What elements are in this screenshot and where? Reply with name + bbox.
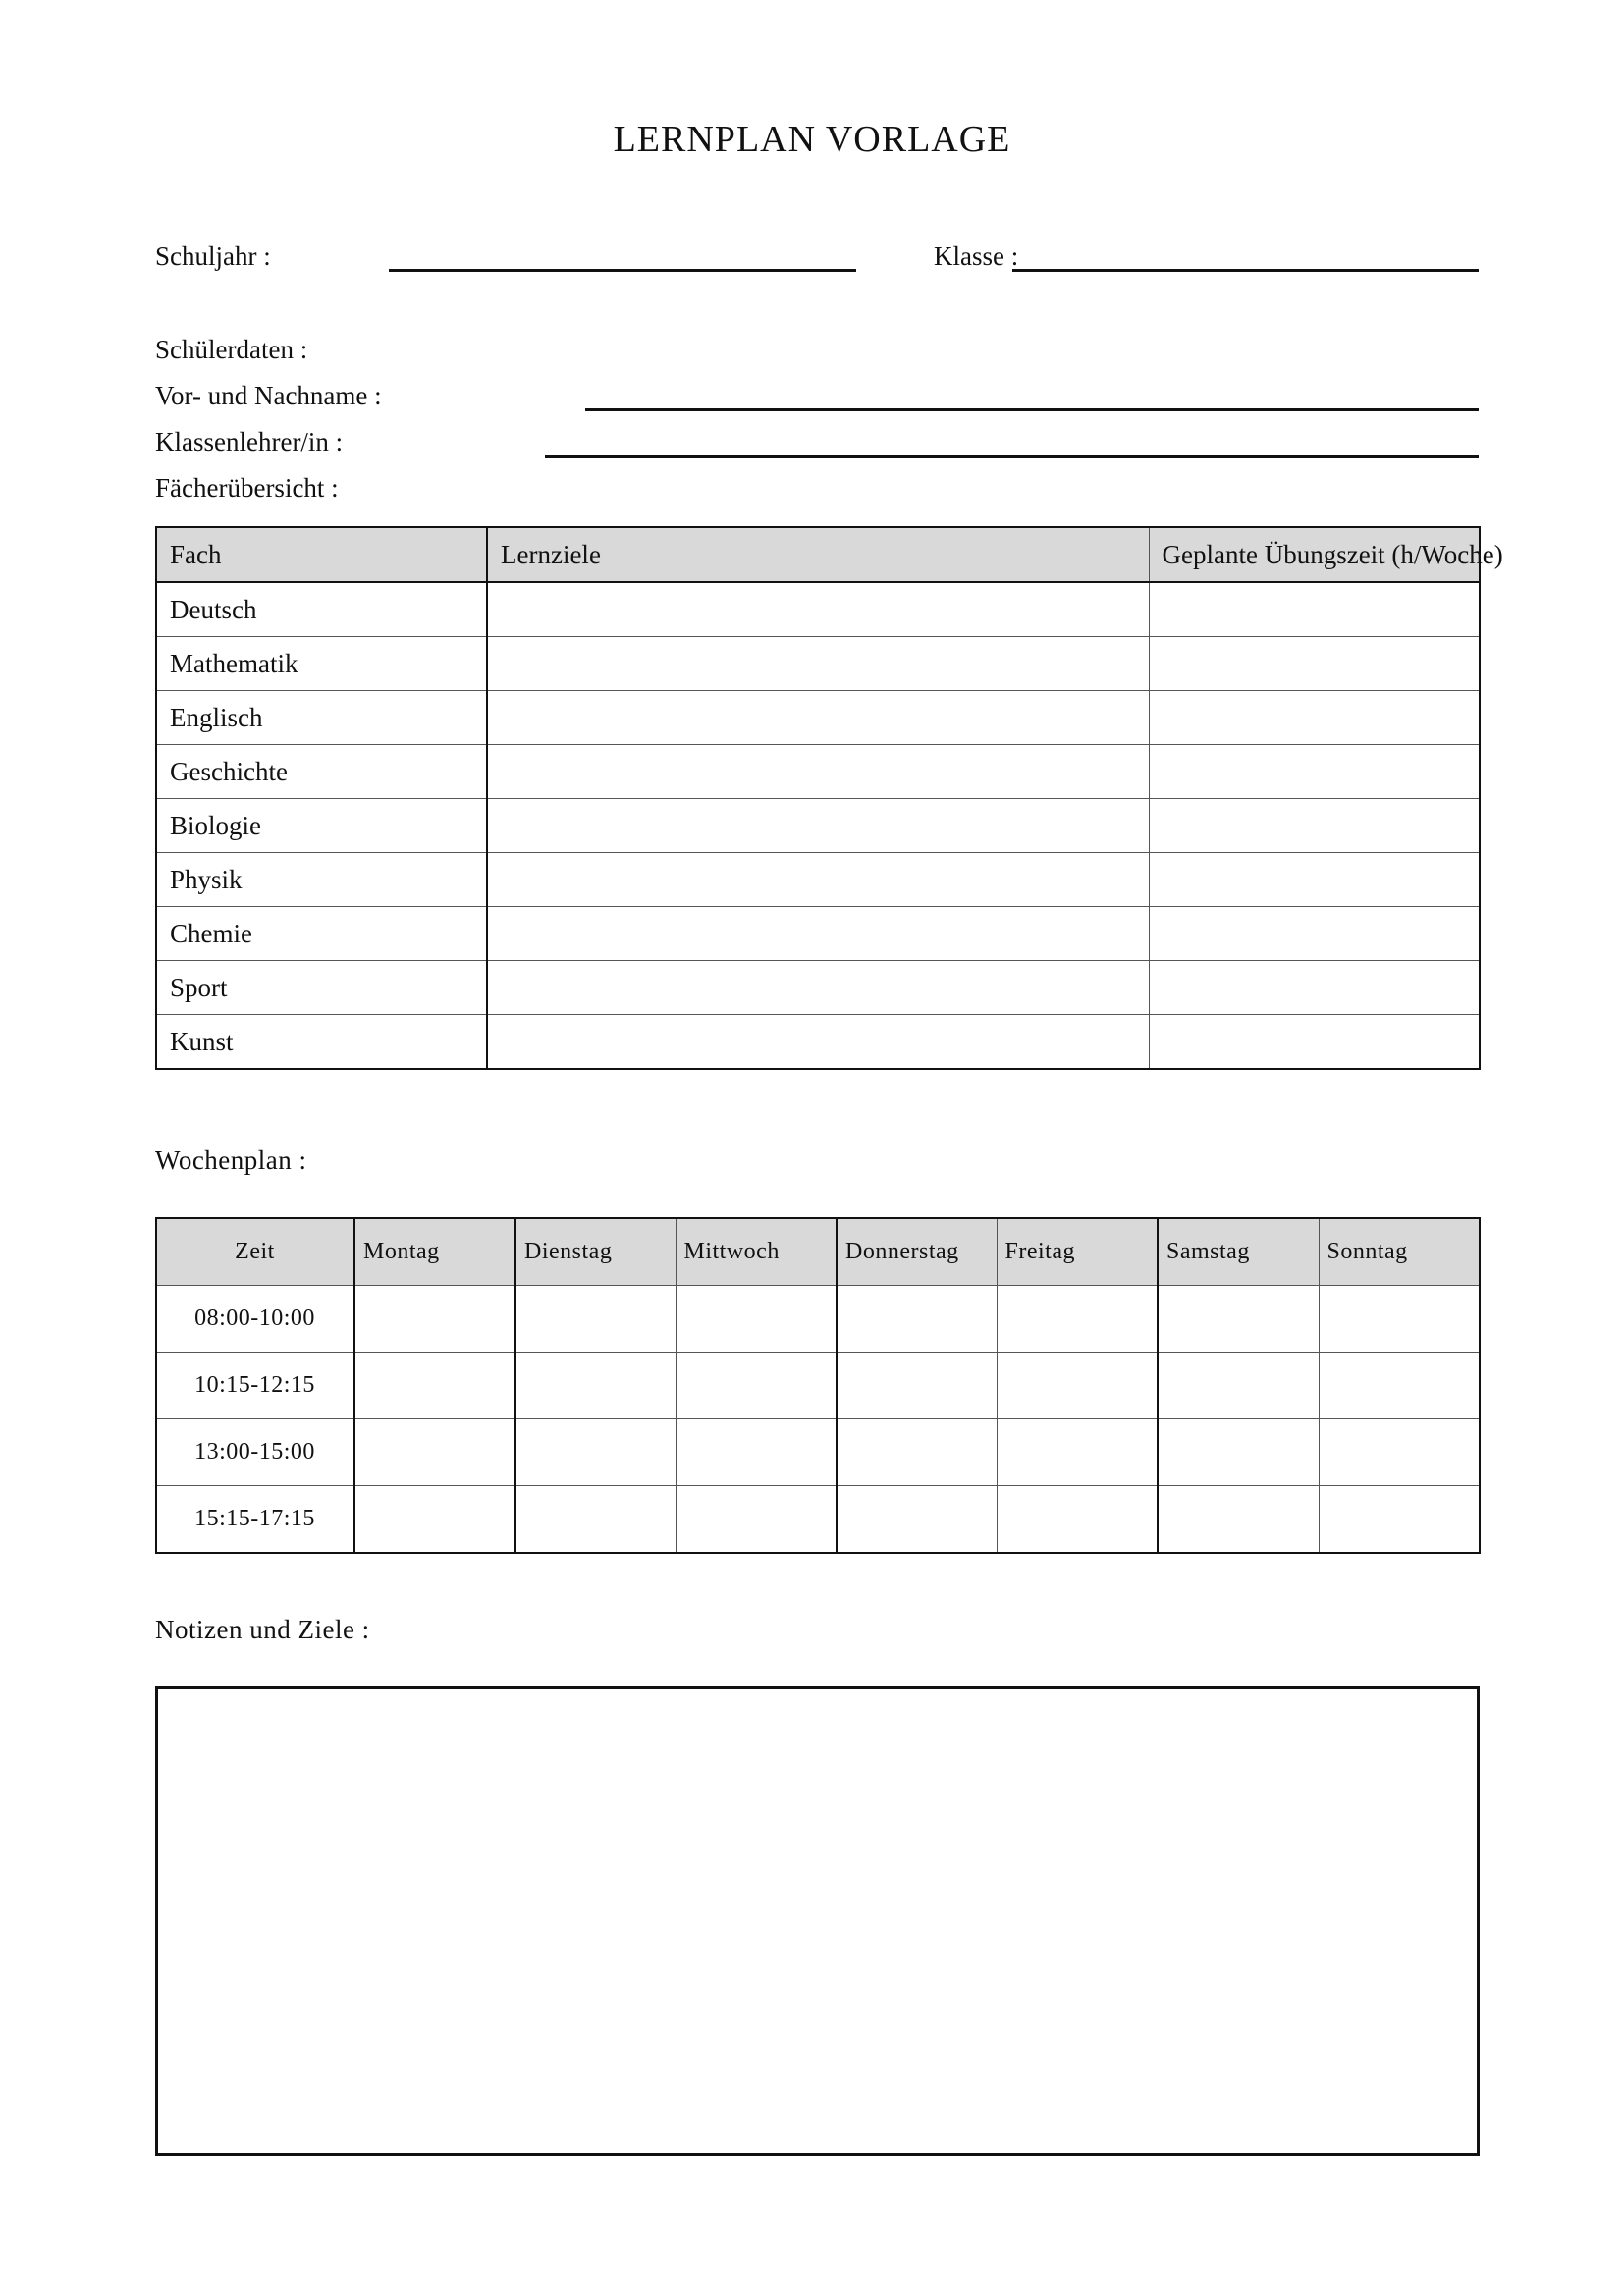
lernziele-cell[interactable] xyxy=(487,907,1149,961)
subject-row xyxy=(156,799,1480,853)
header-uebungszeit: Geplante Übungszeit (h/Woche) xyxy=(1149,527,1480,582)
subject-name: Sport xyxy=(156,961,487,1015)
uebungszeit-cell[interactable] xyxy=(1149,637,1480,691)
subject-name: Physik xyxy=(156,853,487,907)
subject-name: Geschichte xyxy=(156,745,487,799)
schedule-cell[interactable] xyxy=(515,1419,676,1486)
time-slot: 08:00-10:00 xyxy=(156,1286,354,1353)
schedule-cell[interactable] xyxy=(1319,1286,1480,1353)
schedule-cell[interactable] xyxy=(515,1353,676,1419)
schedule-cell[interactable] xyxy=(997,1286,1158,1353)
lernziele-cell[interactable] xyxy=(487,745,1149,799)
uebungszeit-cell[interactable] xyxy=(1149,853,1480,907)
schedule-cell[interactable] xyxy=(676,1486,837,1554)
schedule-cell[interactable] xyxy=(1319,1353,1480,1419)
uebungszeit-cell[interactable] xyxy=(1149,582,1480,637)
faecher-label: Fächerübersicht : xyxy=(155,473,339,503)
header-fach: Fach xyxy=(156,527,487,582)
uebungszeit-cell[interactable] xyxy=(1149,691,1480,745)
schedule-cell[interactable] xyxy=(515,1286,676,1353)
notes-label: Notizen und Ziele : xyxy=(155,1615,370,1644)
schedule-cell[interactable] xyxy=(1158,1353,1319,1419)
header-zeit: Zeit xyxy=(156,1218,354,1286)
name-field[interactable] xyxy=(585,408,1479,411)
header-day: Mittwoch xyxy=(676,1218,837,1286)
schedule-cell[interactable] xyxy=(1319,1486,1480,1554)
subject-row xyxy=(156,637,1480,691)
week-table xyxy=(155,1217,1481,1554)
header-day: Sonntag xyxy=(1319,1218,1480,1286)
schedule-cell[interactable] xyxy=(354,1353,515,1419)
schedule-cell[interactable] xyxy=(837,1286,997,1353)
subject-name: Mathematik xyxy=(156,637,487,691)
header-day: Samstag xyxy=(1158,1218,1319,1286)
schedule-cell[interactable] xyxy=(997,1353,1158,1419)
schedule-cell[interactable] xyxy=(837,1486,997,1554)
week-header-row xyxy=(156,1218,1480,1286)
subject-row xyxy=(156,853,1480,907)
subject-row xyxy=(156,1015,1480,1070)
lernziele-cell[interactable] xyxy=(487,1015,1149,1070)
schedule-cell[interactable] xyxy=(1158,1486,1319,1554)
uebungszeit-cell[interactable] xyxy=(1149,799,1480,853)
subject-row xyxy=(156,961,1480,1015)
schedule-cell[interactable] xyxy=(354,1286,515,1353)
schedule-cell[interactable] xyxy=(676,1286,837,1353)
subject-name: Englisch xyxy=(156,691,487,745)
lernziele-cell[interactable] xyxy=(487,961,1149,1015)
subject-name: Kunst xyxy=(156,1015,487,1070)
schedule-cell[interactable] xyxy=(1319,1419,1480,1486)
schedule-cell[interactable] xyxy=(354,1486,515,1554)
header-day: Montag xyxy=(354,1218,515,1286)
subject-name: Chemie xyxy=(156,907,487,961)
uebungszeit-cell[interactable] xyxy=(1149,961,1480,1015)
subject-row xyxy=(156,907,1480,961)
subjects-header-row xyxy=(156,527,1480,582)
schedule-cell[interactable] xyxy=(1158,1419,1319,1486)
subject-row xyxy=(156,745,1480,799)
time-slot: 13:00-15:00 xyxy=(156,1419,354,1486)
subjects-table xyxy=(155,526,1503,1070)
time-slot: 15:15-17:15 xyxy=(156,1486,354,1554)
lernziele-cell[interactable] xyxy=(487,799,1149,853)
notes-box[interactable] xyxy=(155,1686,1480,2156)
subject-name: Biologie xyxy=(156,799,487,853)
week-row xyxy=(156,1419,1480,1486)
time-slot: 10:15-12:15 xyxy=(156,1353,354,1419)
klasse-field[interactable] xyxy=(1012,269,1479,272)
schedule-cell[interactable] xyxy=(1158,1286,1319,1353)
uebungszeit-cell[interactable] xyxy=(1149,1015,1480,1070)
header-day: Freitag xyxy=(997,1218,1158,1286)
week-row xyxy=(156,1286,1480,1353)
uebungszeit-cell[interactable] xyxy=(1149,745,1480,799)
lehrer-field[interactable] xyxy=(545,455,1479,458)
name-label: Vor- und Nachname : xyxy=(155,381,382,410)
schedule-cell[interactable] xyxy=(354,1419,515,1486)
schedule-cell[interactable] xyxy=(837,1353,997,1419)
subject-row xyxy=(156,582,1480,637)
lernziele-cell[interactable] xyxy=(487,637,1149,691)
header-day: Dienstag xyxy=(515,1218,676,1286)
schedule-cell[interactable] xyxy=(676,1419,837,1486)
schedule-cell[interactable] xyxy=(837,1419,997,1486)
schedule-cell[interactable] xyxy=(997,1419,1158,1486)
header-lernziele: Lernziele xyxy=(487,527,1149,582)
schuelerdaten-label: Schülerdaten : xyxy=(155,335,308,364)
week-row xyxy=(156,1486,1480,1554)
header-day: Donnerstag xyxy=(837,1218,997,1286)
wochenplan-label: Wochenplan : xyxy=(155,1146,307,1175)
schuljahr-label: Schuljahr : xyxy=(155,241,271,271)
lernziele-cell[interactable] xyxy=(487,582,1149,637)
schedule-cell[interactable] xyxy=(515,1486,676,1554)
uebungszeit-cell[interactable] xyxy=(1149,907,1480,961)
subject-name: Deutsch xyxy=(156,582,487,637)
page-title: LERNPLAN VORLAGE xyxy=(613,119,1011,160)
lehrer-label: Klassenlehrer/in : xyxy=(155,427,344,456)
klasse-label: Klasse : xyxy=(934,241,1019,271)
schuljahr-field[interactable] xyxy=(389,269,856,272)
schedule-cell[interactable] xyxy=(676,1353,837,1419)
lernziele-cell[interactable] xyxy=(487,691,1149,745)
subject-row xyxy=(156,691,1480,745)
schedule-cell[interactable] xyxy=(997,1486,1158,1554)
lernziele-cell[interactable] xyxy=(487,853,1149,907)
week-row xyxy=(156,1353,1480,1419)
